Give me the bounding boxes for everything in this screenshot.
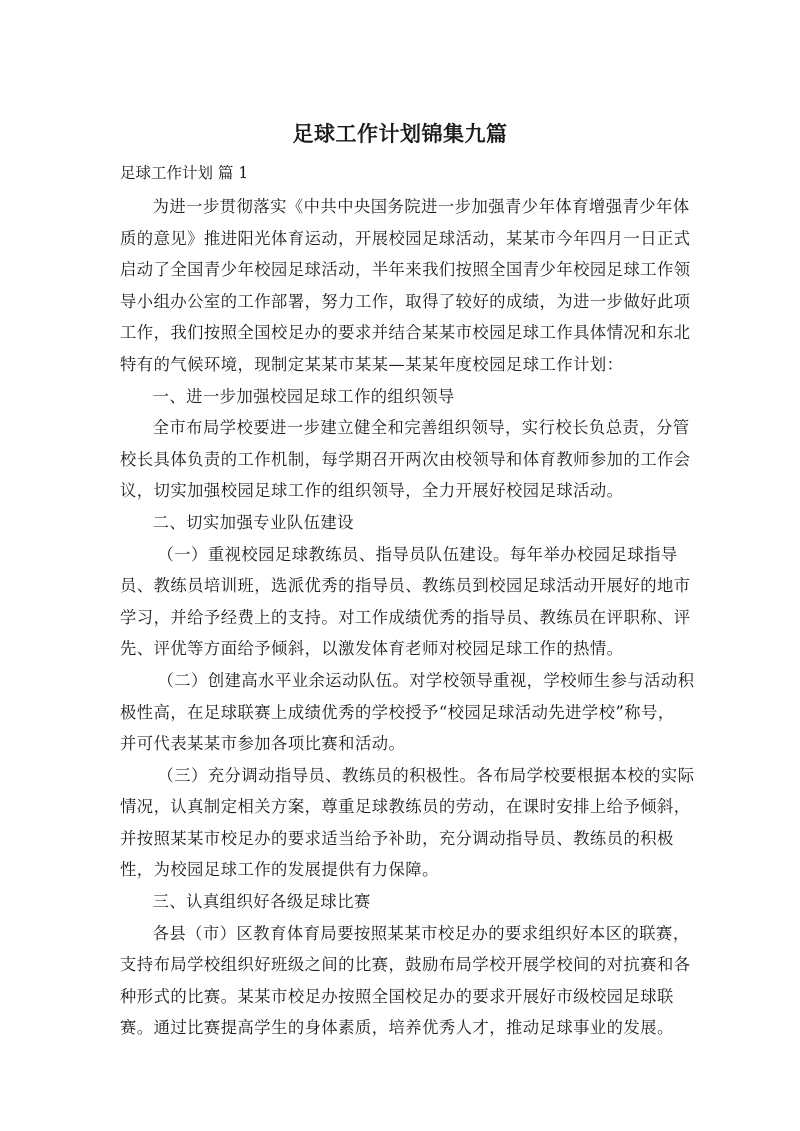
section-heading-3 <box>120 886 660 918</box>
text-line: 三、认真组织好各级足球比赛 <box>152 892 371 912</box>
text-line: 质的意见》推进阳光体育运动，开展校园足球活动，某某市今年四月一日正式 <box>120 228 691 248</box>
text-line: （一）重视校园足球教练员、指导员队伍建设。每年举办校园足球指导 <box>157 544 678 564</box>
text-line: 全市布局学校要进一步建立健全和完善组织领导，实行校长负总责，分管 <box>152 418 690 438</box>
text-line: 校长具体负责的工作机制，每学期召开两次由校领导和体育教师参加的工作会 <box>120 449 691 469</box>
section-subtitle: 足球工作计划 篇 1 <box>120 164 249 182</box>
text-line: 性，为校园足球工作的发展提供有力保障。 <box>120 860 439 880</box>
text-line: 工作，我们按照全国校足办的要求并结合某某市校园足球工作具体情况和东北 <box>120 323 691 343</box>
paragraph-teams <box>120 665 695 760</box>
text-line: 二、切实加强专业队伍建设 <box>152 512 354 532</box>
paragraph-coaches <box>120 539 691 665</box>
paragraph-competitions <box>120 918 691 1044</box>
paragraph-intro <box>120 191 691 381</box>
text-line: 赛。通过比赛提高学生的身体素质，培养优秀人才，推动足球事业的发展。 <box>120 1018 674 1038</box>
text-line: 情况，认真制定相关方案，尊重足球教练员的劳动，在课时安排上给予倾斜， <box>120 797 691 817</box>
document-title: 足球工作计划锦集九篇 <box>292 122 508 146</box>
text-line: 启动了全国青少年校园足球活动，半年来我们按照全国青少年校园足球工作领 <box>120 260 691 280</box>
text-line: 导小组办公室的工作部署，努力工作，取得了较好的成绩，为进一步做好此项 <box>120 291 691 311</box>
text-line: 极性高，在足球联赛上成绩优秀的学校授予“校园足球活动先进学校”称号， <box>120 702 675 722</box>
text-line: 议，切实加强校园足球工作的组织领导，全力开展好校园足球活动。 <box>120 481 624 501</box>
text-line: 各县（市）区教育体育局要按照某某市校足办的要求组织好本区的联赛， <box>152 923 690 943</box>
paragraph-motivation <box>120 760 695 886</box>
text-line: 特有的气候环境，现制定某某市某某—某某年度校园足球工作计划： <box>120 354 624 374</box>
text-line: 并按照某某市校足办的要求适当给予补助，充分调动指导员、教练员的积极 <box>120 828 674 848</box>
text-line: 一、进一步加强校园足球工作的组织领导 <box>152 386 455 406</box>
section-heading-2 <box>120 507 660 539</box>
paragraph-organization <box>120 412 691 507</box>
text-line: 先、评优等方面给予倾斜，以激发体育老师对校园足球工作的热情。 <box>120 639 624 659</box>
text-line: 种形式的比赛。某某市校足办按照全国校足办的要求开展好市级校园足球联 <box>120 986 674 1006</box>
text-line: 为进一步贯彻落实《中共中央国务院进一步加强青少年体育增强青少年体 <box>152 197 690 216</box>
text-line: 员、教练员培训班，选派优秀的指导员、教练员到校园足球活动开展好的地市 <box>120 576 691 596</box>
text-line: （三）充分调动指导员、教练员的积极性。各布局学校要根据本校的实际 <box>157 765 695 785</box>
text-line: （二）创建高水平业余运动队伍。对学校领导重视，学校师生参与活动积 <box>157 670 695 690</box>
text-line: 并可代表某某市参加各项比赛和活动。 <box>120 734 406 754</box>
document-body <box>120 191 695 1044</box>
text-line: 学习，并给予经费上的支持。对工作成绩优秀的指导员、教练员在评职称、评 <box>120 607 691 627</box>
text-line: 支持布局学校组织好班级之间的比赛，鼓励布局学校开展学校间的对抗赛和各 <box>120 955 691 975</box>
section-heading-1 <box>120 381 660 413</box>
